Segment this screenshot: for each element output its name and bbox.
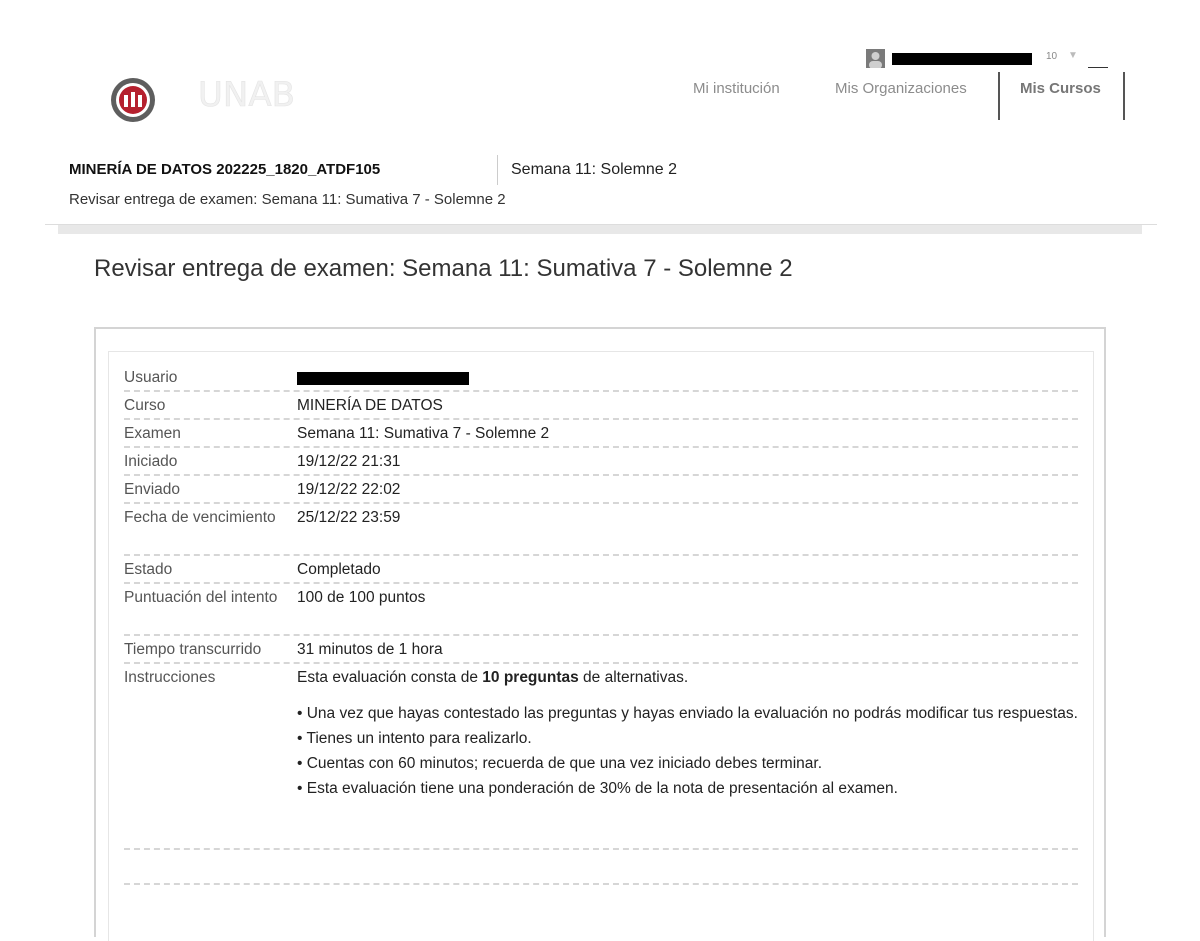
university-logo-wordmark[interactable] bbox=[196, 72, 308, 118]
label-enviado: Enviado bbox=[124, 481, 181, 498]
header-shadow-bar bbox=[58, 225, 1142, 234]
instruction-item: • Cuentas con 60 minutos; recuerda de que una vez iniciado debes terminar. bbox=[297, 755, 822, 772]
nav-divider bbox=[1123, 72, 1125, 120]
label-vencimiento: Fecha de vencimiento bbox=[124, 509, 276, 526]
row-iniciado bbox=[124, 448, 1078, 476]
page-title: Revisar entrega de examen: Semana 11: Sumativa 7 - Solemne 2 bbox=[94, 255, 793, 282]
breadcrumb: Revisar entrega de examen: Semana 11: Sumativa 7 - Solemne 2 bbox=[69, 191, 506, 208]
label-iniciado: Iniciado bbox=[124, 453, 178, 470]
label-examen: Examen bbox=[124, 425, 181, 442]
user-name-redacted bbox=[892, 53, 1032, 65]
value-vencimiento: 25/12/22 23:59 bbox=[297, 509, 401, 526]
row-estado bbox=[124, 556, 1078, 584]
svg-text:UNAB: UNAB bbox=[198, 75, 295, 115]
course-section[interactable]: Semana 11: Solemne 2 bbox=[511, 161, 678, 178]
notification-count[interactable]: 10 bbox=[1046, 51, 1058, 62]
row-tiempo bbox=[124, 636, 1078, 664]
nav-mis-cursos[interactable]: Mis Cursos bbox=[1020, 80, 1101, 97]
attempt-info-table bbox=[124, 364, 1078, 850]
value-examen: Semana 11: Sumativa 7 - Solemne 2 bbox=[297, 425, 550, 442]
instruction-item: • Esta evaluación tiene una ponderación de 30% de la nota de presentación al examen. bbox=[297, 780, 898, 797]
university-seal-icon[interactable] bbox=[109, 76, 157, 122]
row-instrucciones bbox=[124, 664, 1078, 850]
nav-divider bbox=[998, 72, 1000, 120]
row-vencimiento bbox=[124, 504, 1078, 556]
row-enviado bbox=[124, 476, 1078, 504]
row-usuario bbox=[124, 364, 1078, 392]
row-puntuacion bbox=[124, 584, 1078, 636]
instruction-item: • Una vez que hayas contestado las preguntas y hayas enviado la evaluación no podrás modificar tus respuestas. bbox=[297, 705, 1078, 722]
nav-mi-institucion[interactable]: Mi institución bbox=[693, 80, 780, 97]
usuario-redacted bbox=[297, 372, 469, 385]
nav-mis-organizaciones[interactable]: Mis Organizaciones bbox=[835, 80, 967, 97]
course-divider bbox=[497, 155, 498, 185]
label-tiempo: Tiempo transcurrido bbox=[124, 641, 262, 658]
label-puntuacion: Puntuación del intento bbox=[124, 589, 278, 606]
instruction-item: • Tienes un intento para realizarlo. bbox=[297, 730, 532, 747]
value-instrucciones bbox=[297, 666, 1078, 801]
value-iniciado: 19/12/22 21:31 bbox=[297, 453, 401, 470]
instructions-list bbox=[297, 701, 1078, 801]
menu-underline bbox=[1088, 67, 1108, 68]
instructions-intro: Esta evaluación consta de 10 preguntas de alternativas. bbox=[297, 669, 689, 686]
value-enviado: 19/12/22 22:02 bbox=[297, 481, 401, 498]
dropdown-arrow-icon[interactable]: ▼ bbox=[1068, 50, 1078, 61]
section-divider bbox=[124, 883, 1078, 885]
top-header bbox=[0, 0, 1200, 130]
course-title[interactable]: MINERÍA DE DATOS 202225_1820_ATDF105 bbox=[69, 161, 381, 178]
user-avatar-icon bbox=[866, 49, 885, 68]
row-curso bbox=[124, 392, 1078, 420]
label-curso: Curso bbox=[124, 397, 166, 414]
row-examen bbox=[124, 420, 1078, 448]
value-estado: Completado bbox=[297, 561, 381, 578]
value-tiempo: 31 minutos de 1 hora bbox=[297, 641, 443, 658]
value-puntuacion: 100 de 100 puntos bbox=[297, 589, 426, 606]
value-curso: MINERÍA DE DATOS bbox=[297, 397, 443, 414]
value-usuario bbox=[297, 366, 1078, 392]
label-usuario: Usuario bbox=[124, 369, 178, 386]
label-instrucciones: Instrucciones bbox=[124, 669, 216, 686]
label-estado: Estado bbox=[124, 561, 173, 578]
